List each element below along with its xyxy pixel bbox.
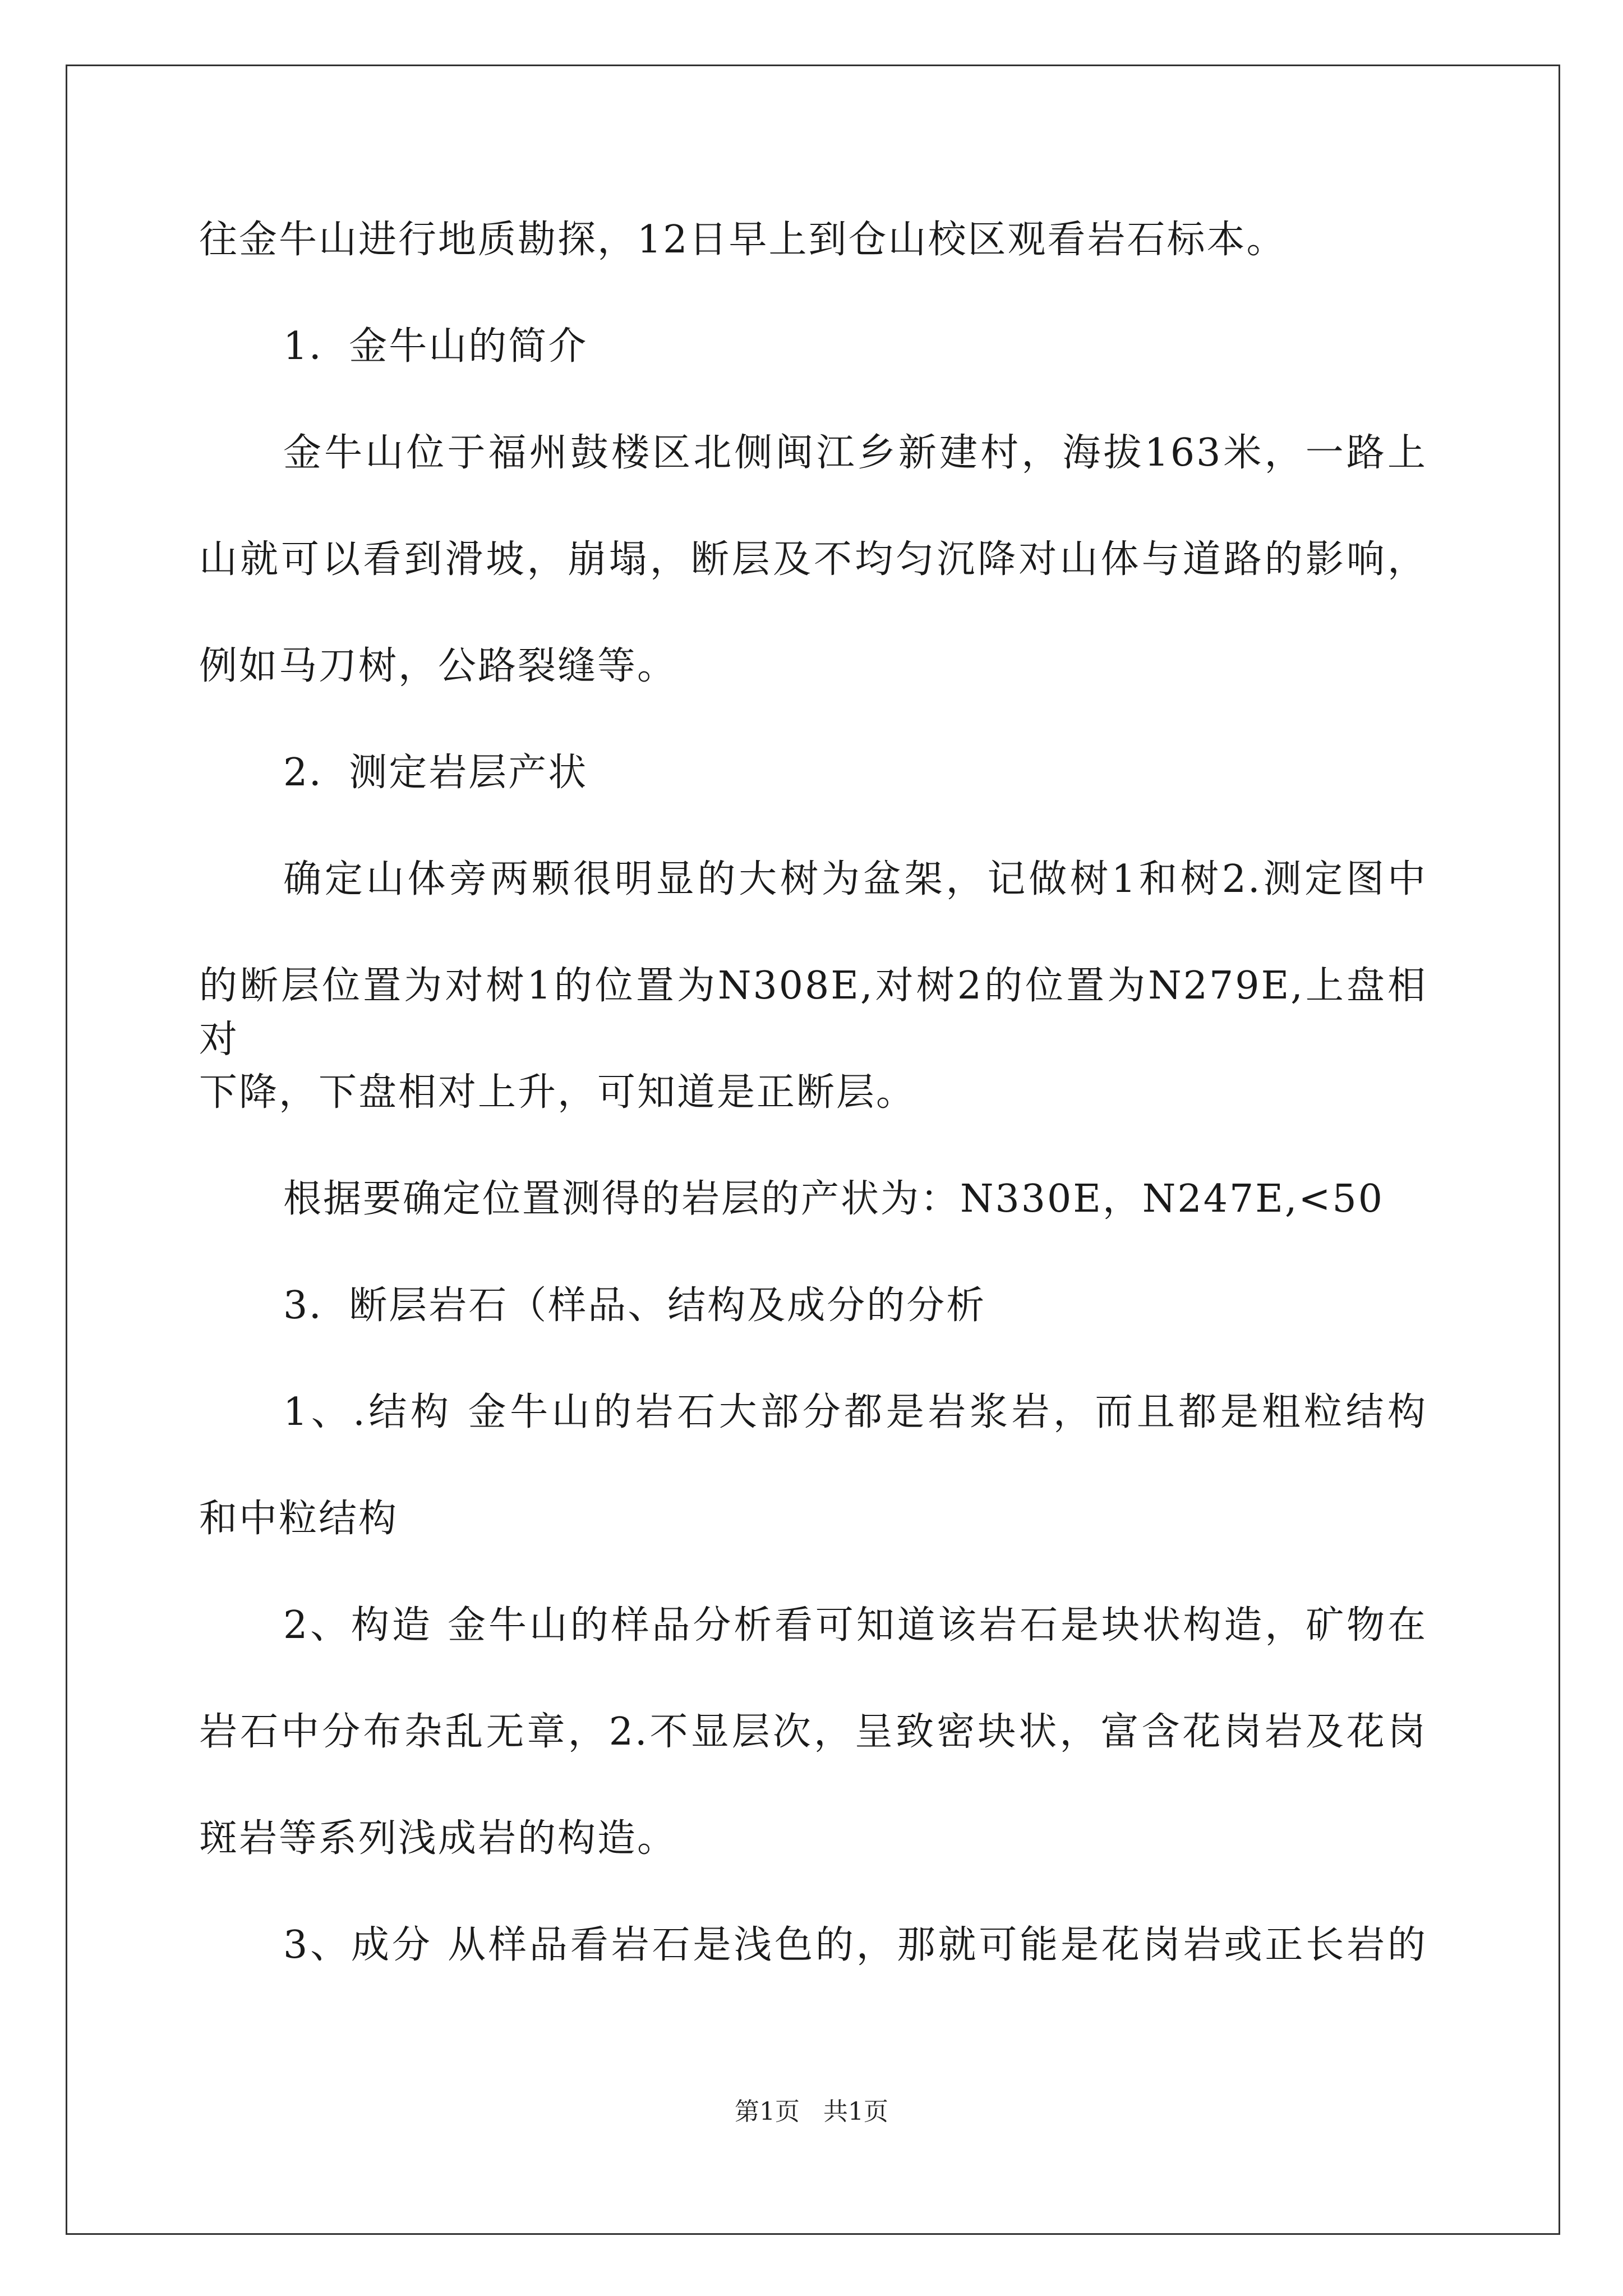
paragraph-line: 3、成分 从样品看岩石是浅色的，那就可能是花岗岩或正长岩的 bbox=[283, 1923, 1427, 1967]
paragraph-line: 斑岩等系列浅成岩的构造。 bbox=[199, 1816, 677, 1861]
paragraph-line: 2、构造 金牛山的样品分析看可知道该岩石是块状构造，矿物在 bbox=[283, 1603, 1427, 1648]
paragraph-line: 根据要确定位置测得的岩层的产状为：N330E，N247E,<50 bbox=[283, 1177, 1384, 1221]
section-heading: 1．金牛山的简介 bbox=[283, 324, 588, 369]
paragraph-line: 1、.结构 金牛山的岩石大部分都是岩浆岩，而且都是粗粒结构 bbox=[283, 1390, 1427, 1434]
page-border bbox=[66, 65, 1560, 2235]
paragraph-line: 例如马刀树，公路裂缝等。 bbox=[199, 644, 677, 688]
paragraph-line: 山就可以看到滑坡，崩塌，断层及不均匀沉降对山体与道路的影响， bbox=[199, 537, 1427, 582]
section-heading: 2．测定岩层产状 bbox=[283, 751, 588, 795]
paragraph-line: 金牛山位于福州鼓楼区北侧闽江乡新建村，海拔163米，一路上 bbox=[283, 431, 1427, 475]
paragraph-line: 下降，下盘相对上升，可知道是正断层。 bbox=[199, 1070, 916, 1115]
section-heading: 3．断层岩石（样品、结构及成分的分析 bbox=[283, 1283, 986, 1328]
page-footer: 第1页 共1页 bbox=[735, 2097, 888, 2126]
paragraph-line: 往金牛山进行地质勘探，12日早上到仓山校区观看岩石标本。 bbox=[199, 218, 1287, 262]
paragraph-line: 的断层位置为对树1的位置为N308E,对树2的位置为N279E,上盘相对 bbox=[199, 964, 1427, 1062]
paragraph-line: 确定山体旁两颗很明显的大树为盆架，记做树1和树2.测定图中 bbox=[283, 857, 1427, 901]
paragraph-line: 岩石中分布杂乱无章，2.不显层次，呈致密块状，富含花岗岩及花岗 bbox=[199, 1710, 1427, 1754]
paragraph-line: 和中粒结构 bbox=[199, 1497, 399, 1541]
